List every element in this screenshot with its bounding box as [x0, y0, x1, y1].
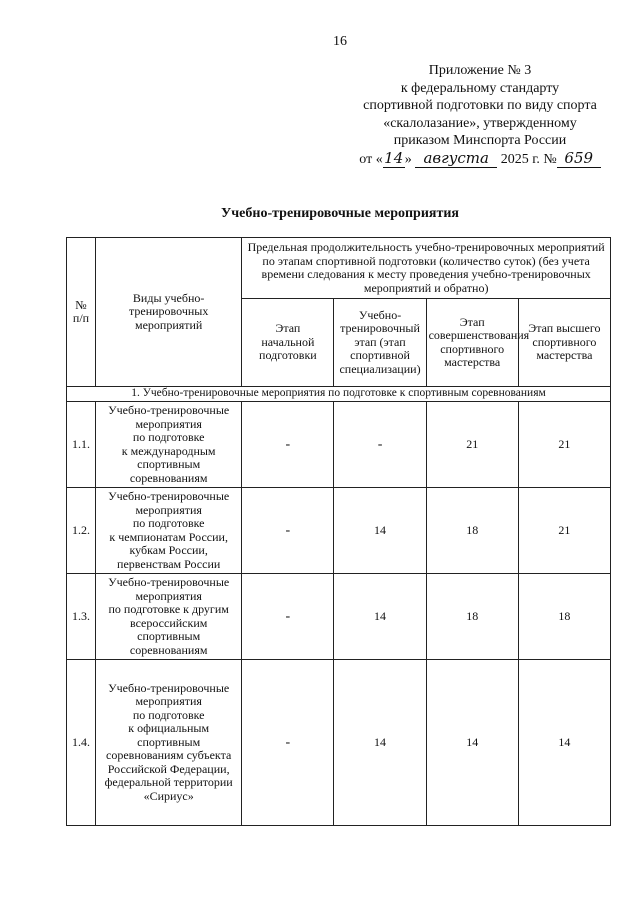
page-number: 16: [333, 34, 347, 49]
row-value-stage-2: 14: [334, 660, 426, 826]
header-stage-1: Этап начальной подготовки: [242, 299, 334, 387]
header-stage-4: Этап высшего спортивного мастерства: [518, 299, 610, 387]
row-value-stage-3: 18: [426, 488, 518, 574]
row-value-stage-3: 14: [426, 660, 518, 826]
row-event-name: Учебно-тренировочные мероприятия по подготовке к международным спортивным соревнованиям: [96, 402, 242, 488]
header-group: Предельная продолжительность учебно-тренировочных мероприятий по этапам спортивной подготовки (количество суток) (без учета времени следования к месту проведения учебно-тренировочных мероприятий и обратно): [242, 238, 611, 299]
training-events-table: [66, 237, 611, 826]
row-value-stage-2: 14: [334, 574, 426, 660]
row-value-stage-3: 18: [426, 574, 518, 660]
row-value-stage-4: 21: [518, 488, 610, 574]
date-sep: »: [404, 151, 416, 167]
row-value-stage-4: 21: [518, 402, 610, 488]
table-row: [67, 488, 611, 574]
row-event-name: Учебно-тренировочные мероприятия по подготовке к чемпионатам России, кубкам России, первенствам России: [96, 488, 242, 574]
section-title: 1. Учебно-тренировочные мероприятия по подготовке к спортивным соревнованиям: [67, 387, 611, 402]
appendix-line-1: Приложение № 3: [428, 63, 532, 78]
table-body: [67, 402, 611, 826]
row-number: 1.3.: [67, 574, 96, 660]
date-year: 2025 г. №: [497, 151, 557, 167]
row-value-stage-1: -: [242, 488, 334, 574]
row-value-stage-2: -: [334, 402, 426, 488]
row-value-stage-1: -: [242, 660, 334, 826]
appendix-date-line: [330, 150, 630, 169]
header-stage-3: Этап совершенствования спортивного мастерства: [426, 299, 518, 387]
document-title: Учебно-тренировочные мероприятия: [221, 206, 459, 221]
row-value-stage-1: -: [242, 402, 334, 488]
date-prefix: от «: [359, 151, 383, 167]
appendix-line-3: спортивной подготовки по виду спорта: [363, 98, 597, 113]
section-row: [67, 387, 611, 402]
row-value-stage-2: 14: [334, 488, 426, 574]
header-kind: Виды учебно- тренировочных мероприятий: [96, 238, 242, 387]
row-value-stage-4: 14: [518, 660, 610, 826]
table-row: [67, 574, 611, 660]
row-value-stage-1: -: [242, 574, 334, 660]
table-header-row-1: [67, 238, 611, 299]
row-number: 1.1.: [67, 402, 96, 488]
date-month: августа: [415, 150, 497, 169]
appendix-line-2: к федеральному стандарту: [400, 80, 560, 96]
row-value-stage-4: 18: [518, 574, 610, 660]
appendix-header: [330, 62, 630, 168]
row-number: 1.4.: [67, 660, 96, 826]
header-stage-2: Учебно- тренировочный этап (этап спортивной специализации): [334, 299, 426, 387]
table-row: [67, 402, 611, 488]
row-number: 1.2.: [67, 488, 96, 574]
header-num: № п/п: [67, 238, 96, 387]
row-event-name: Учебно-тренировочные мероприятия по подготовке к другим всероссийским спортивным соревнованиям: [96, 574, 242, 660]
row-value-stage-3: 21: [426, 402, 518, 488]
date-day: 14: [384, 148, 404, 167]
appendix-line-5: приказом Минспорта России: [393, 133, 567, 148]
order-number: 659: [557, 150, 601, 169]
table-row: [67, 660, 611, 826]
appendix-line-4: «скалолазание», утвержденному: [383, 115, 577, 131]
row-event-name: Учебно-тренировочные мероприятия по подготовке к официальным спортивным соревнованиям субъекта Российской Федерации, федеральной территории «Сириус»: [96, 660, 242, 826]
